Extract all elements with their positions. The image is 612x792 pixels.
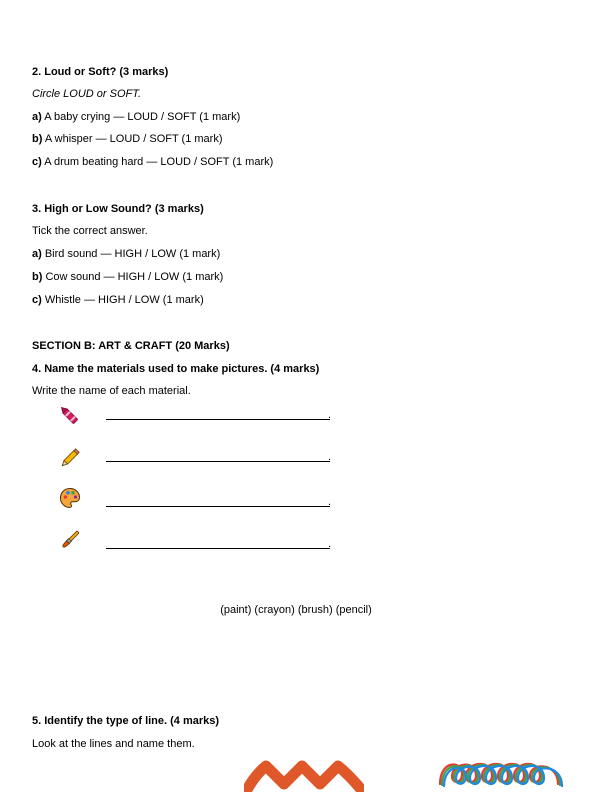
- q2-item-c: [32, 156, 273, 168]
- q4-instruction: Write the name of each material.: [32, 385, 191, 397]
- q2-item-b: [32, 133, 223, 145]
- q2-item-a: [32, 111, 240, 123]
- q4-title: 4. Name the materials used to make pictures. (4 marks): [32, 363, 320, 375]
- item-label: c): [32, 294, 42, 306]
- q5-title: 5. Identify the type of line. (4 marks): [32, 715, 220, 727]
- item-text: A drum beating hard — LOUD / SOFT (1 mark): [41, 156, 274, 168]
- q3-title: 3. High or Low Sound? (3 marks): [32, 203, 204, 215]
- crayon-icon: [58, 404, 82, 428]
- pencil-icon: [58, 446, 82, 470]
- item-label: b): [32, 271, 43, 283]
- q5-instruction: Look at the lines and name them.: [32, 738, 195, 750]
- item-label: c): [32, 156, 42, 168]
- q3-item-a: [32, 248, 220, 260]
- item-text: Cow sound — HIGH / LOW (1 mark): [42, 271, 224, 283]
- answer-end-mark: .: [328, 409, 332, 421]
- answer-end-mark: .: [328, 538, 332, 550]
- answer-line-4[interactable]: [106, 548, 330, 549]
- section-b-title: SECTION B: ART & CRAFT (20 Marks): [32, 340, 230, 352]
- answer-end-mark: .: [328, 451, 332, 463]
- item-label: a): [32, 248, 42, 260]
- paintbrush-icon: [58, 528, 82, 552]
- item-label: b): [32, 133, 43, 145]
- item-text: A whisper — LOUD / SOFT (1 mark): [42, 133, 223, 145]
- answer-end-mark: .: [328, 496, 332, 508]
- item-label: a): [32, 111, 42, 123]
- item-text: A baby crying — LOUD / SOFT (1 mark): [41, 111, 241, 123]
- answer-line-2[interactable]: [106, 461, 330, 462]
- word-bank: (paint) (crayon) (brush) (pencil): [220, 604, 372, 616]
- q2-instruction: Circle LOUD or SOFT.: [32, 88, 142, 100]
- item-text: Bird sound — HIGH / LOW (1 mark): [41, 248, 221, 260]
- q3-instruction: Tick the correct answer.: [32, 225, 148, 237]
- item-text: Whistle — HIGH / LOW (1 mark): [41, 294, 204, 306]
- answer-line-1[interactable]: [106, 419, 330, 420]
- wavy-curly-line-illustration: [436, 754, 568, 792]
- zigzag-line-illustration: [244, 758, 364, 792]
- q3-item-b: [32, 271, 223, 283]
- paint-palette-icon: [58, 486, 82, 510]
- q3-item-c: [32, 294, 204, 306]
- q2-title: 2. Loud or Soft? (3 marks): [32, 66, 169, 78]
- answer-line-3[interactable]: [106, 506, 330, 507]
